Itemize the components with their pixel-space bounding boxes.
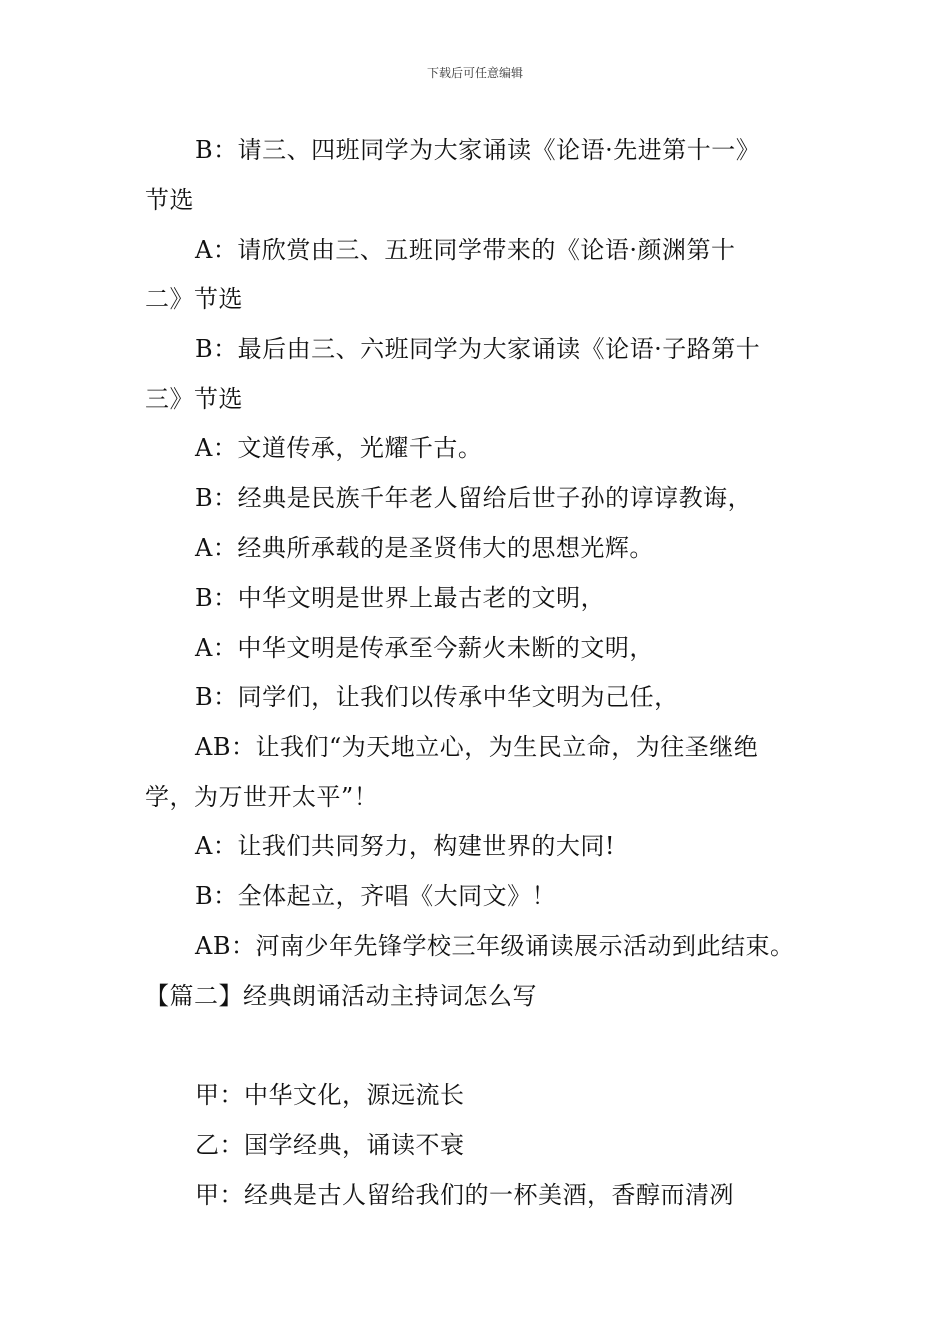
text-line: 三》节选: [145, 385, 243, 413]
text-line: B：全体起立，齐唱《大同文》！: [195, 882, 557, 910]
page-header: 下载后可任意编辑: [426, 66, 523, 80]
text-line: A：请欣赏由三、五班同学带来的《论语·颜渊第十: [195, 236, 736, 264]
text-line: 学，为万世开太平”！: [145, 783, 379, 811]
text-line: AB：河南少年先锋学校三年级诵读展示活动到此结束。: [195, 932, 795, 960]
text-line: 节选: [145, 186, 194, 214]
text-line: B：中华文明是世界上最古老的文明，: [195, 584, 606, 612]
text-line: B：最后由三、六班同学为大家诵读《论语·子路第十: [195, 335, 761, 363]
text-line: AB：让我们“为天地立心，为生民立命，为往圣继绝: [195, 733, 759, 761]
text-line: A：中华文明是传承至今薪火未断的文明，: [195, 634, 654, 662]
text-line: A：经典所承载的是圣贤伟大的思想光辉。: [195, 534, 654, 562]
text-line: 二》节选: [145, 285, 243, 313]
text-line: A：让我们共同努力，构建世界的大同!: [195, 832, 615, 860]
text-line: 甲：经典是古人留给我们的一杯美酒，香醇而清冽: [195, 1181, 734, 1209]
text-line: 甲：中华文化，源远流长: [195, 1081, 465, 1109]
text-line: B：经典是民族千年老人留给后世子孙的谆谆教诲，: [195, 484, 753, 512]
text-line: A：文道传承，光耀千古。: [195, 434, 483, 462]
section-heading: 【篇二】经典朗诵活动主持词怎么写: [145, 982, 537, 1010]
text-line: B：请三、四班同学为大家诵读《论语·先进第十一》: [195, 136, 761, 164]
text-line: B：同学们，让我们以传承中华文明为己任，: [195, 683, 679, 711]
text-line: 乙：国学经典，诵读不衰: [195, 1131, 465, 1159]
